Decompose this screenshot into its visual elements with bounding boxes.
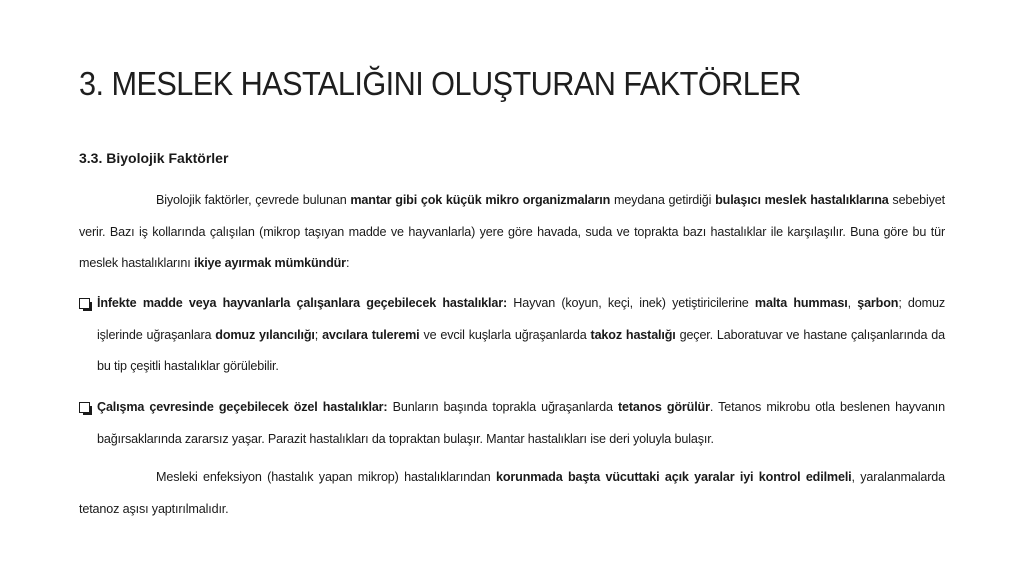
text-run: meydana getirdiği — [610, 193, 716, 207]
text-run: , — [847, 296, 858, 310]
bold-run: takoz hastalığı — [590, 327, 676, 342]
closing-paragraph — [79, 462, 945, 525]
text-run: sebebiyet verir. Bazı iş kollarında çalışılan (mikrop taşıyan madde ve hayvanlarla) yere göre havada, suda ve toprakta bazı hastalıklar ile karşılaşılır. Buna göre bu tür meslek hastalıklarını — [79, 193, 945, 270]
bold-run: mantar gibi çok küçük mikro organizmaların — [350, 193, 611, 207]
text-run: Hayvan (koyun, keçi, inek) yetiştiricilerine — [507, 296, 755, 310]
bullet-item-infected — [79, 288, 945, 383]
checkbox-bullet-icon — [79, 298, 90, 309]
text-run: . Tetanos mikrobu otla beslenen hayvanın bağırsaklarında zararsız yaşar. Parazit hastalıkları da topraktan bulaşır. Mantar hastalıkları ise deri yoluyla bulaşır. — [97, 400, 946, 446]
section-subtitle: 3.3. Biyolojik Faktörler — [79, 150, 229, 166]
bold-run: Çalışma çevresinde geçebilecek özel hastalıklar: — [97, 400, 388, 414]
text-run: ; domuz işlerinde uğraşanlara — [97, 296, 945, 342]
text-run: ; — [314, 327, 323, 342]
bold-run: İnfekte madde veya hayvanlarla çalışanlara geçebilecek hastalıklar: — [97, 296, 508, 310]
bullet-text — [97, 288, 945, 383]
text-run: Biyolojik faktörler, çevrede bulunan — [156, 193, 351, 207]
bold-run: korunmada başta vücuttaki açık yaralar iyi kontrol edilmeli — [496, 470, 852, 484]
bold-run: malta humması — [754, 296, 848, 310]
text-run: : — [345, 256, 350, 270]
text-run: Bunların başında toprakla uğraşanlarda — [387, 400, 618, 414]
bold-run: ikiye ayırmak mümkündür — [194, 256, 346, 270]
bold-run: avcılara tuleremi — [322, 327, 420, 342]
text-run: Mesleki enfeksiyon (hastalık yapan mikrop) hastalıklarından — [156, 470, 497, 484]
bullet-text — [97, 392, 945, 455]
text-run: , yaralanmalarda tetanoz aşısı yaptırılmalıdır. — [79, 470, 945, 516]
intro-paragraph — [79, 185, 945, 280]
bold-run: domuz yılancılığı — [215, 327, 315, 342]
checkbox-bullet-icon — [79, 402, 90, 413]
bullet-item-environment — [79, 392, 945, 455]
text-run: ve evcil kuşlarla uğraşanlarda — [419, 327, 591, 342]
page-title: 3. MESLEK HASTALIĞINI OLUŞTURAN FAKTÖRLER — [79, 65, 801, 102]
bold-run: tetanos görülür — [617, 400, 710, 414]
bold-run: şarbon — [857, 296, 899, 310]
bold-run: bulaşıcı meslek hastalıklarına — [715, 193, 889, 207]
text-run: geçer. Laboratuvar ve hastane çalışanlarında da bu tip çeşitli hastalıklar görülebilir. — [97, 327, 945, 373]
